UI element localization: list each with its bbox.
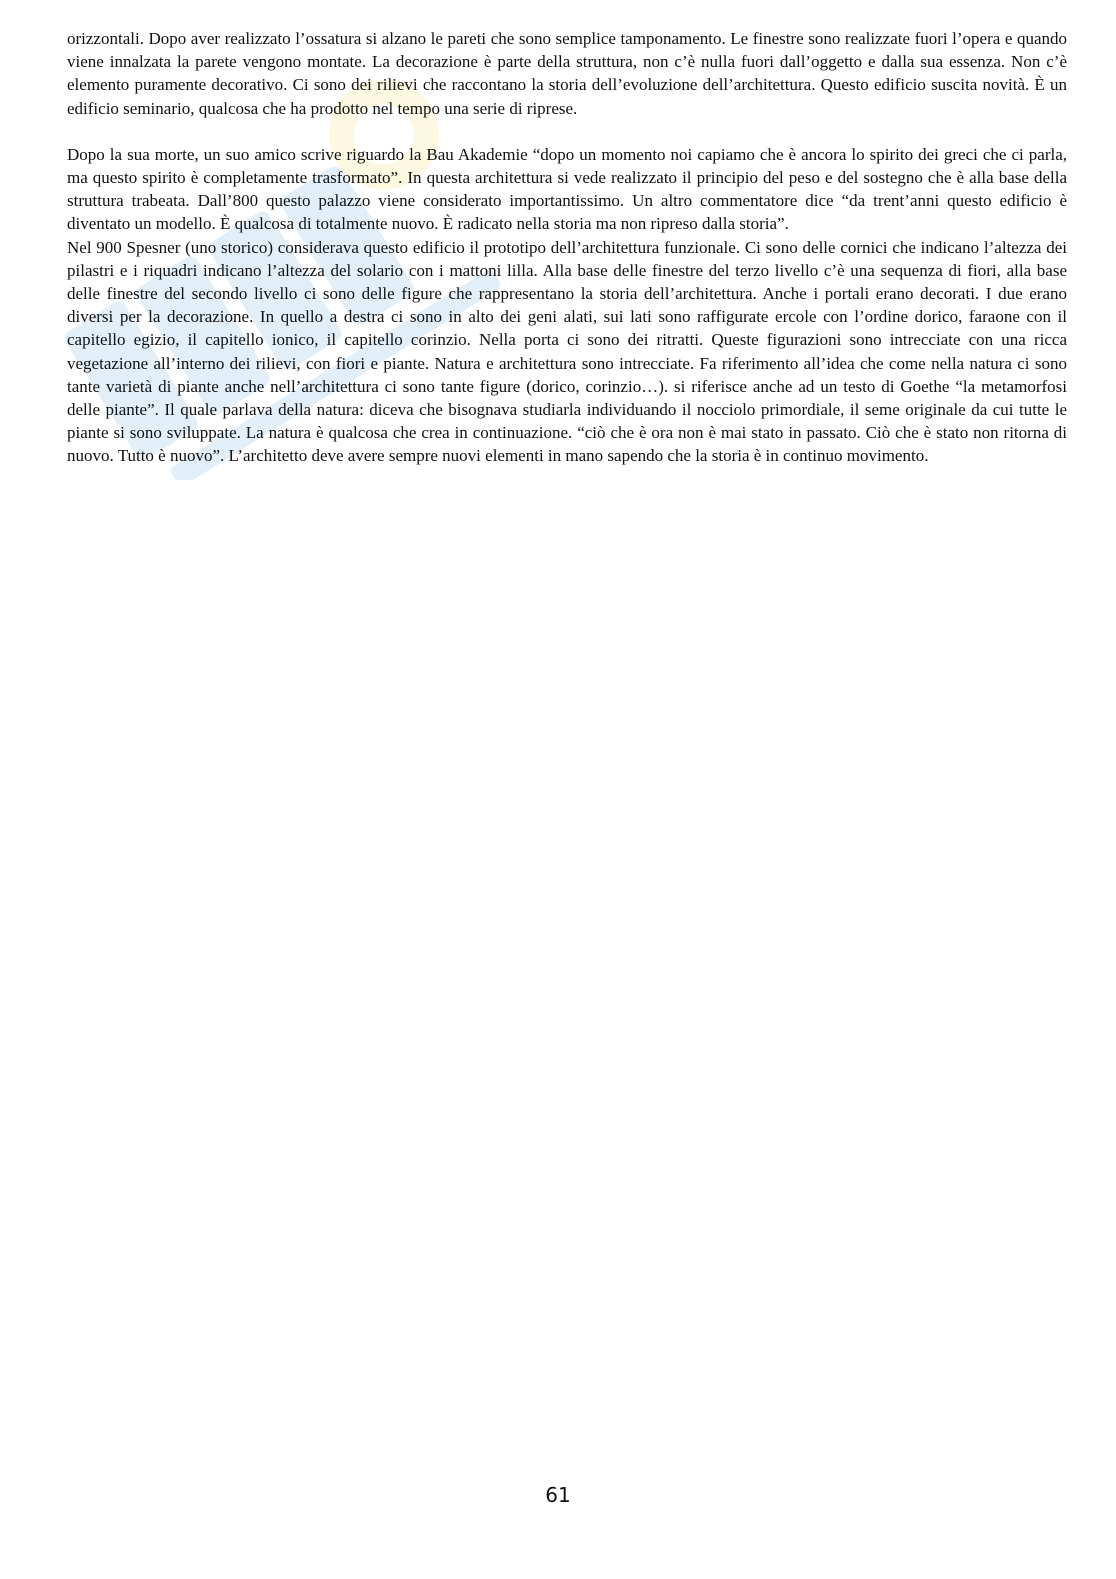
- paragraph-3: Nel 900 Spesner (uno storico) considerava questo edificio il prototipo dell’architettura funzionale. Ci sono delle cornici che indicano l’altezza dei pilastri e i riquadri indicano l’altezza del solario con i mattoni lilla. Alla base delle finestre del terzo livello c’è una sequenza di fiori, alla base delle finestre del secondo livello ci sono delle figure che rappresentano la storia dell’architettura. Anche i portali erano decorati. I due erano diversi per la decorazione. In quello a destra ci sono in alto dei geni alati, sui lati sono raffigurate ercole con l’ordine dorico, faraone con il capitello egizio, il capitello ionico, il capitello corinzio. Nella porta ci sono dei ritratti. Queste figurazioni sono intrecciate con una ricca vegetazione all’interno dei rilievi, con fiori e piante. Natura e architettura sono intrecciate. Fa riferimento all’idea che come nella natura ci sono tante varietà di piante anche nell’architettura ci sono tante figure (dorico, corinzio…). si riferisce anche ad un testo di Goethe “la metamorfosi delle piante”. Il quale parlava della natura: diceva che bisognava studiarla individuando il nocciolo primordiale, il seme originale da cui tutte le piante si sono sviluppate. La natura è qualcosa che crea in continuazione. “ciò che è ora non è mai stato in passato. Ciò che è stato non ritorna di nuovo. Tutto è nuovo”. L’architetto deve avere sempre nuovi elementi in mano sapendo che la storia è in continuo movimento.: [67, 237, 1067, 466]
- document-body: [67, 27, 1067, 468]
- paragraph-1: orizzontali. Dopo aver realizzato l’ossatura si alzano le pareti che sono semplice tamponamento. Le finestre sono realizzate fuori l’opera e quando viene innalzata la parete vengono montate. La decorazione è parte della struttura, non c’è nulla fuori dall’oggetto e dalla sua essenza. Non c’è elemento puramente decorativo. Ci sono dei rilievi che raccontano la storia dell’evoluzione dell’architettura. Questo edificio suscita novità. È un edificio seminario, qualcosa che ha prodotto nel tempo una serie di riprese.: [67, 29, 1067, 118]
- paragraph-2: Dopo la sua morte, un suo amico scrive riguardo la Bau Akademie “dopo un momento noi capiamo che è ancora lo spirito dei greci che ci parla, ma questo spirito è completamente trasformato”. In questa architettura si vede realizzato il principio del peso e del sostegno che è alla base della struttura trabeata. Dall’800 questo palazzo viene considerato importantissimo. Un altro commentatore dice “da trent’anni questo edificio è diventato un modello. È qualcosa di totalmente nuovo. È radicato nella storia ma non ripreso dalla storia”.: [67, 144, 1067, 234]
- page-number: 61: [545, 1483, 571, 1507]
